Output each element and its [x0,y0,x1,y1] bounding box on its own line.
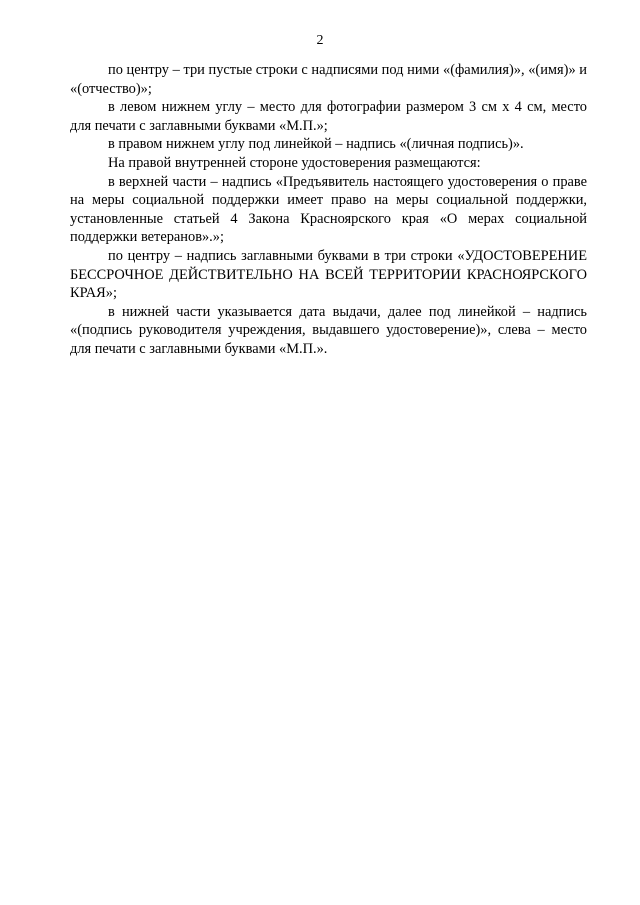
paragraph-signature: в правом нижнем углу под линейкой – надпись «(личная подпись)». [108,136,524,153]
paragraph-center-caps: по центру – надпись заглавными буквами в три строки «УДОСТОВЕРЕНИЕ БЕССРОЧНОЕ ДЕЙСТВИТЕЛЬНО НА ВСЕЙ ТЕРРИТОРИИ КРАСНОЯРСКОГО КРАЯ»; [70,247,587,302]
paragraph-photo-place: в левом нижнем углу – место для фотографии размером 3 см х 4 см, место для печати с заглавными буквами «М.П.»; [70,99,587,134]
paragraph-center-lines: по центру – три пустые строки с надписями под ними «(фамилия)», «(имя)» и «(отчество)»; [70,62,587,97]
document-body [70,61,587,359]
paragraph-bottom-part: в нижней части указывается дата выдачи, далее под линейкой – надпись «(подпись руководителя учреждения, выдавшего удостоверение)», слева – место для печати с заглавными буквами «М.П.». [70,303,587,357]
paragraph-top-part: в верхней части – надпись «Предъявитель настоящего удостоверения о праве на меры социальной поддержки имеет право на меры социальной поддержки, установленные статьей 4 Закона Красноярского края «О мерах социальной поддержки ветеранов».»; [70,173,587,246]
paragraph-right-side-heading: На правой внутренней стороне удостоверения размещаются: [108,154,481,171]
page-number: 2 [316,33,324,48]
